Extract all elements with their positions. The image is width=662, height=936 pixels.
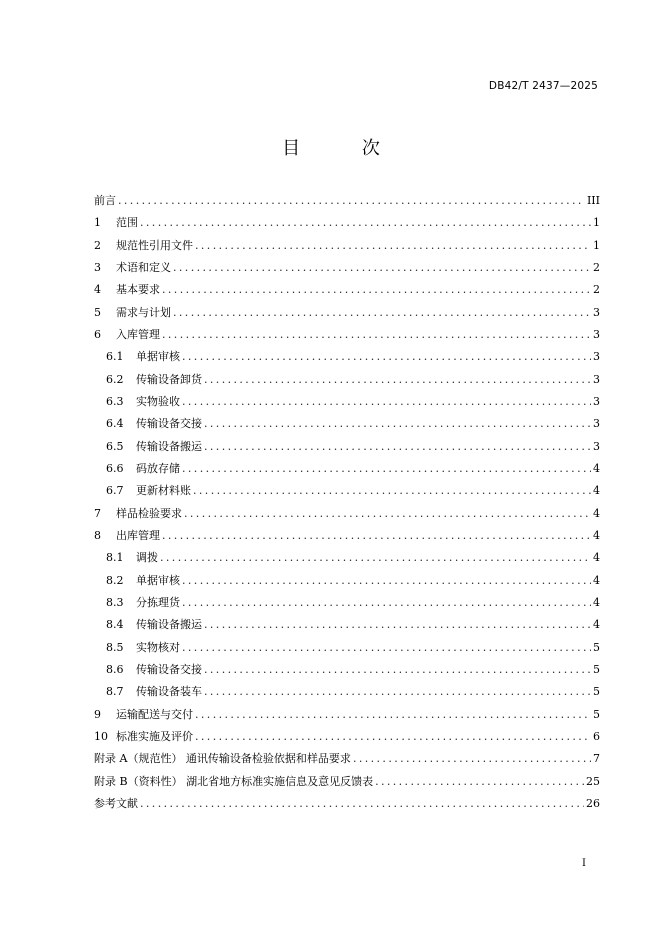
toc-entry-label: 基本要求 [116, 283, 160, 297]
toc-entry[interactable] [94, 257, 600, 279]
toc-title: 目 次 [282, 138, 408, 159]
toc-entry-number: 4 [94, 283, 101, 297]
toc-entry-label: 附录 A（规范性） 通讯传输设备检验依据和样品要求 [94, 752, 351, 766]
toc-leader-dots [182, 637, 591, 659]
toc-entry-page: 4 [593, 506, 600, 520]
toc-entry-label: 实物验收 [136, 394, 180, 408]
toc-leader-dots [140, 212, 591, 234]
toc-leader-dots [173, 257, 591, 279]
toc-entry[interactable] [94, 659, 600, 681]
toc-entry-page: 26 [586, 796, 600, 810]
toc-entry-label: 实物核对 [136, 640, 180, 654]
toc-entry[interactable] [94, 480, 600, 502]
toc-entry-label: 运输配送与交付 [116, 707, 193, 721]
toc-leader-dots [182, 346, 591, 368]
toc-entry-number: 6.3 [106, 394, 124, 408]
toc-entry-page: 3 [593, 372, 600, 386]
toc-entry-page: 6 [593, 729, 600, 743]
toc-entry[interactable] [94, 369, 600, 391]
toc-entry-number: 8.5 [106, 640, 124, 654]
toc-entry-label: 传输设备交接 [136, 662, 202, 676]
toc-entry-page: 5 [593, 707, 600, 721]
toc-leader-dots [140, 793, 584, 815]
toc-entry-number: 7 [94, 506, 101, 520]
toc-leader-dots [375, 771, 584, 793]
toc-leader-dots [162, 525, 591, 547]
toc-entry-label: 前言 [94, 194, 116, 207]
toc-entry-page: III [586, 194, 600, 207]
toc-entry-number: 8.1 [106, 551, 124, 565]
toc-entry-number: 6.5 [106, 439, 124, 453]
toc-entry[interactable] [94, 614, 600, 636]
toc-entry-number: 8 [94, 528, 101, 542]
toc-entry-page: 3 [593, 350, 600, 364]
toc-entry[interactable] [94, 279, 600, 301]
page-number: I [582, 858, 586, 869]
toc-entry[interactable] [94, 637, 600, 659]
toc-entry[interactable] [94, 570, 600, 592]
document-code: DB42/T 2437—2025 [488, 80, 598, 92]
toc-entry[interactable] [94, 525, 600, 547]
toc-entry-label: 范围 [116, 216, 138, 230]
toc-entry[interactable] [94, 458, 600, 480]
toc-leader-dots [182, 458, 591, 480]
toc-entry-label: 分拣理货 [136, 595, 180, 609]
toc-entry-page: 5 [593, 685, 600, 699]
toc-entry[interactable] [94, 436, 600, 458]
toc-entry[interactable] [94, 726, 600, 748]
toc-list [94, 190, 600, 815]
toc-entry[interactable] [94, 793, 600, 815]
toc-entry-number: 10 [94, 729, 108, 743]
toc-leader-dots [182, 570, 591, 592]
toc-leader-dots [193, 480, 591, 502]
toc-entry-page: 1 [593, 238, 600, 252]
toc-entry-page: 3 [593, 327, 600, 341]
toc-entry-label: 术语和定义 [116, 260, 171, 274]
toc-entry-label: 更新材料账 [136, 484, 191, 498]
toc-entry-label: 规范性引用文件 [116, 238, 193, 252]
toc-entry-page: 4 [593, 484, 600, 498]
toc-entry-number: 5 [94, 305, 101, 319]
toc-leader-dots [195, 704, 591, 726]
toc-entry-page: 4 [593, 595, 600, 609]
toc-entry[interactable] [94, 346, 600, 368]
toc-entry-page: 4 [593, 528, 600, 542]
toc-leader-dots [204, 369, 591, 391]
toc-entry-number: 8.2 [106, 573, 124, 587]
toc-entry-label: 标准实施及评价 [116, 729, 193, 743]
toc-entry-page: 4 [593, 551, 600, 565]
toc-entry[interactable] [94, 302, 600, 324]
toc-leader-dots [118, 190, 585, 212]
toc-entry-label: 参考文献 [94, 796, 138, 810]
toc-entry-page: 1 [593, 216, 600, 230]
toc-entry[interactable] [94, 212, 600, 234]
toc-entry-label: 单据审核 [136, 573, 180, 587]
toc-entry-number: 3 [94, 260, 101, 274]
toc-entry-page: 2 [593, 283, 600, 297]
toc-entry-label: 码放存储 [136, 461, 180, 475]
toc-leader-dots [353, 748, 591, 770]
toc-entry-label: 附录 B（资料性） 湖北省地方标准实施信息及意见反馈表 [94, 774, 374, 788]
toc-entry-number: 9 [94, 707, 101, 721]
toc-entry-page: 2 [593, 260, 600, 274]
toc-entry-number: 1 [94, 216, 101, 230]
toc-entry-page: 3 [593, 305, 600, 319]
toc-entry-number: 6 [94, 327, 101, 341]
toc-entry[interactable] [94, 771, 600, 793]
toc-leader-dots [204, 681, 591, 703]
toc-entry-page: 3 [593, 394, 600, 408]
toc-entry-page: 4 [593, 461, 600, 475]
toc-leader-dots [182, 592, 591, 614]
toc-entry[interactable] [94, 748, 600, 770]
toc-entry-page: 4 [593, 618, 600, 632]
toc-leader-dots [162, 324, 591, 346]
toc-entry-number: 6.4 [106, 417, 124, 431]
toc-entry[interactable] [94, 391, 600, 413]
toc-entry-label: 需求与计划 [116, 305, 171, 319]
toc-entry-number: 8.3 [106, 595, 124, 609]
toc-entry-label: 传输设备搬运 [136, 439, 202, 453]
toc-entry[interactable] [94, 681, 600, 703]
toc-entry-label: 样品检验要求 [116, 506, 182, 520]
toc-entry-number: 6.6 [106, 461, 124, 475]
toc-leader-dots [204, 659, 591, 681]
toc-leader-dots [173, 302, 591, 324]
toc-entry-page: 4 [593, 573, 600, 587]
toc-entry-number: 8.7 [106, 685, 124, 699]
toc-entry-page: 3 [593, 417, 600, 431]
toc-entry[interactable] [94, 324, 600, 346]
toc-leader-dots [204, 436, 591, 458]
toc-leader-dots [182, 391, 591, 413]
toc-leader-dots [204, 614, 591, 636]
toc-entry-label: 传输设备交接 [136, 417, 202, 431]
toc-entry-page: 25 [586, 774, 600, 788]
toc-entry-label: 传输设备卸货 [136, 372, 202, 386]
toc-leader-dots [195, 235, 591, 257]
toc-entry-number: 2 [94, 238, 101, 252]
toc-entry[interactable] [94, 235, 600, 257]
toc-entry[interactable] [94, 592, 600, 614]
toc-entry-page: 3 [593, 439, 600, 453]
toc-entry-label: 出库管理 [116, 528, 160, 542]
toc-entry-page: 5 [593, 640, 600, 654]
toc-entry-label: 单据审核 [136, 350, 180, 364]
toc-entry-page: 7 [593, 752, 600, 766]
toc-entry-label: 传输设备搬运 [136, 618, 202, 632]
toc-entry-number: 6.2 [106, 372, 124, 386]
toc-entry-label: 传输设备装车 [136, 685, 202, 699]
toc-entry-label: 入库管理 [116, 327, 160, 341]
toc-entry-number: 8.6 [106, 662, 124, 676]
toc-entry-number: 8.4 [106, 618, 124, 632]
toc-entry[interactable] [94, 413, 600, 435]
toc-entry-number: 6.1 [106, 350, 124, 364]
toc-entry-page: 5 [593, 662, 600, 676]
toc-entry[interactable] [94, 547, 600, 569]
toc-leader-dots [184, 503, 591, 525]
toc-leader-dots [204, 413, 591, 435]
toc-leader-dots [195, 726, 591, 748]
toc-entry-label: 调拨 [136, 551, 158, 565]
toc-leader-dots [160, 547, 591, 569]
toc-entry[interactable] [94, 503, 600, 525]
toc-entry[interactable] [94, 704, 600, 726]
toc-entry[interactable] [94, 190, 600, 212]
toc-leader-dots [162, 279, 591, 301]
toc-entry-number: 6.7 [106, 484, 124, 498]
